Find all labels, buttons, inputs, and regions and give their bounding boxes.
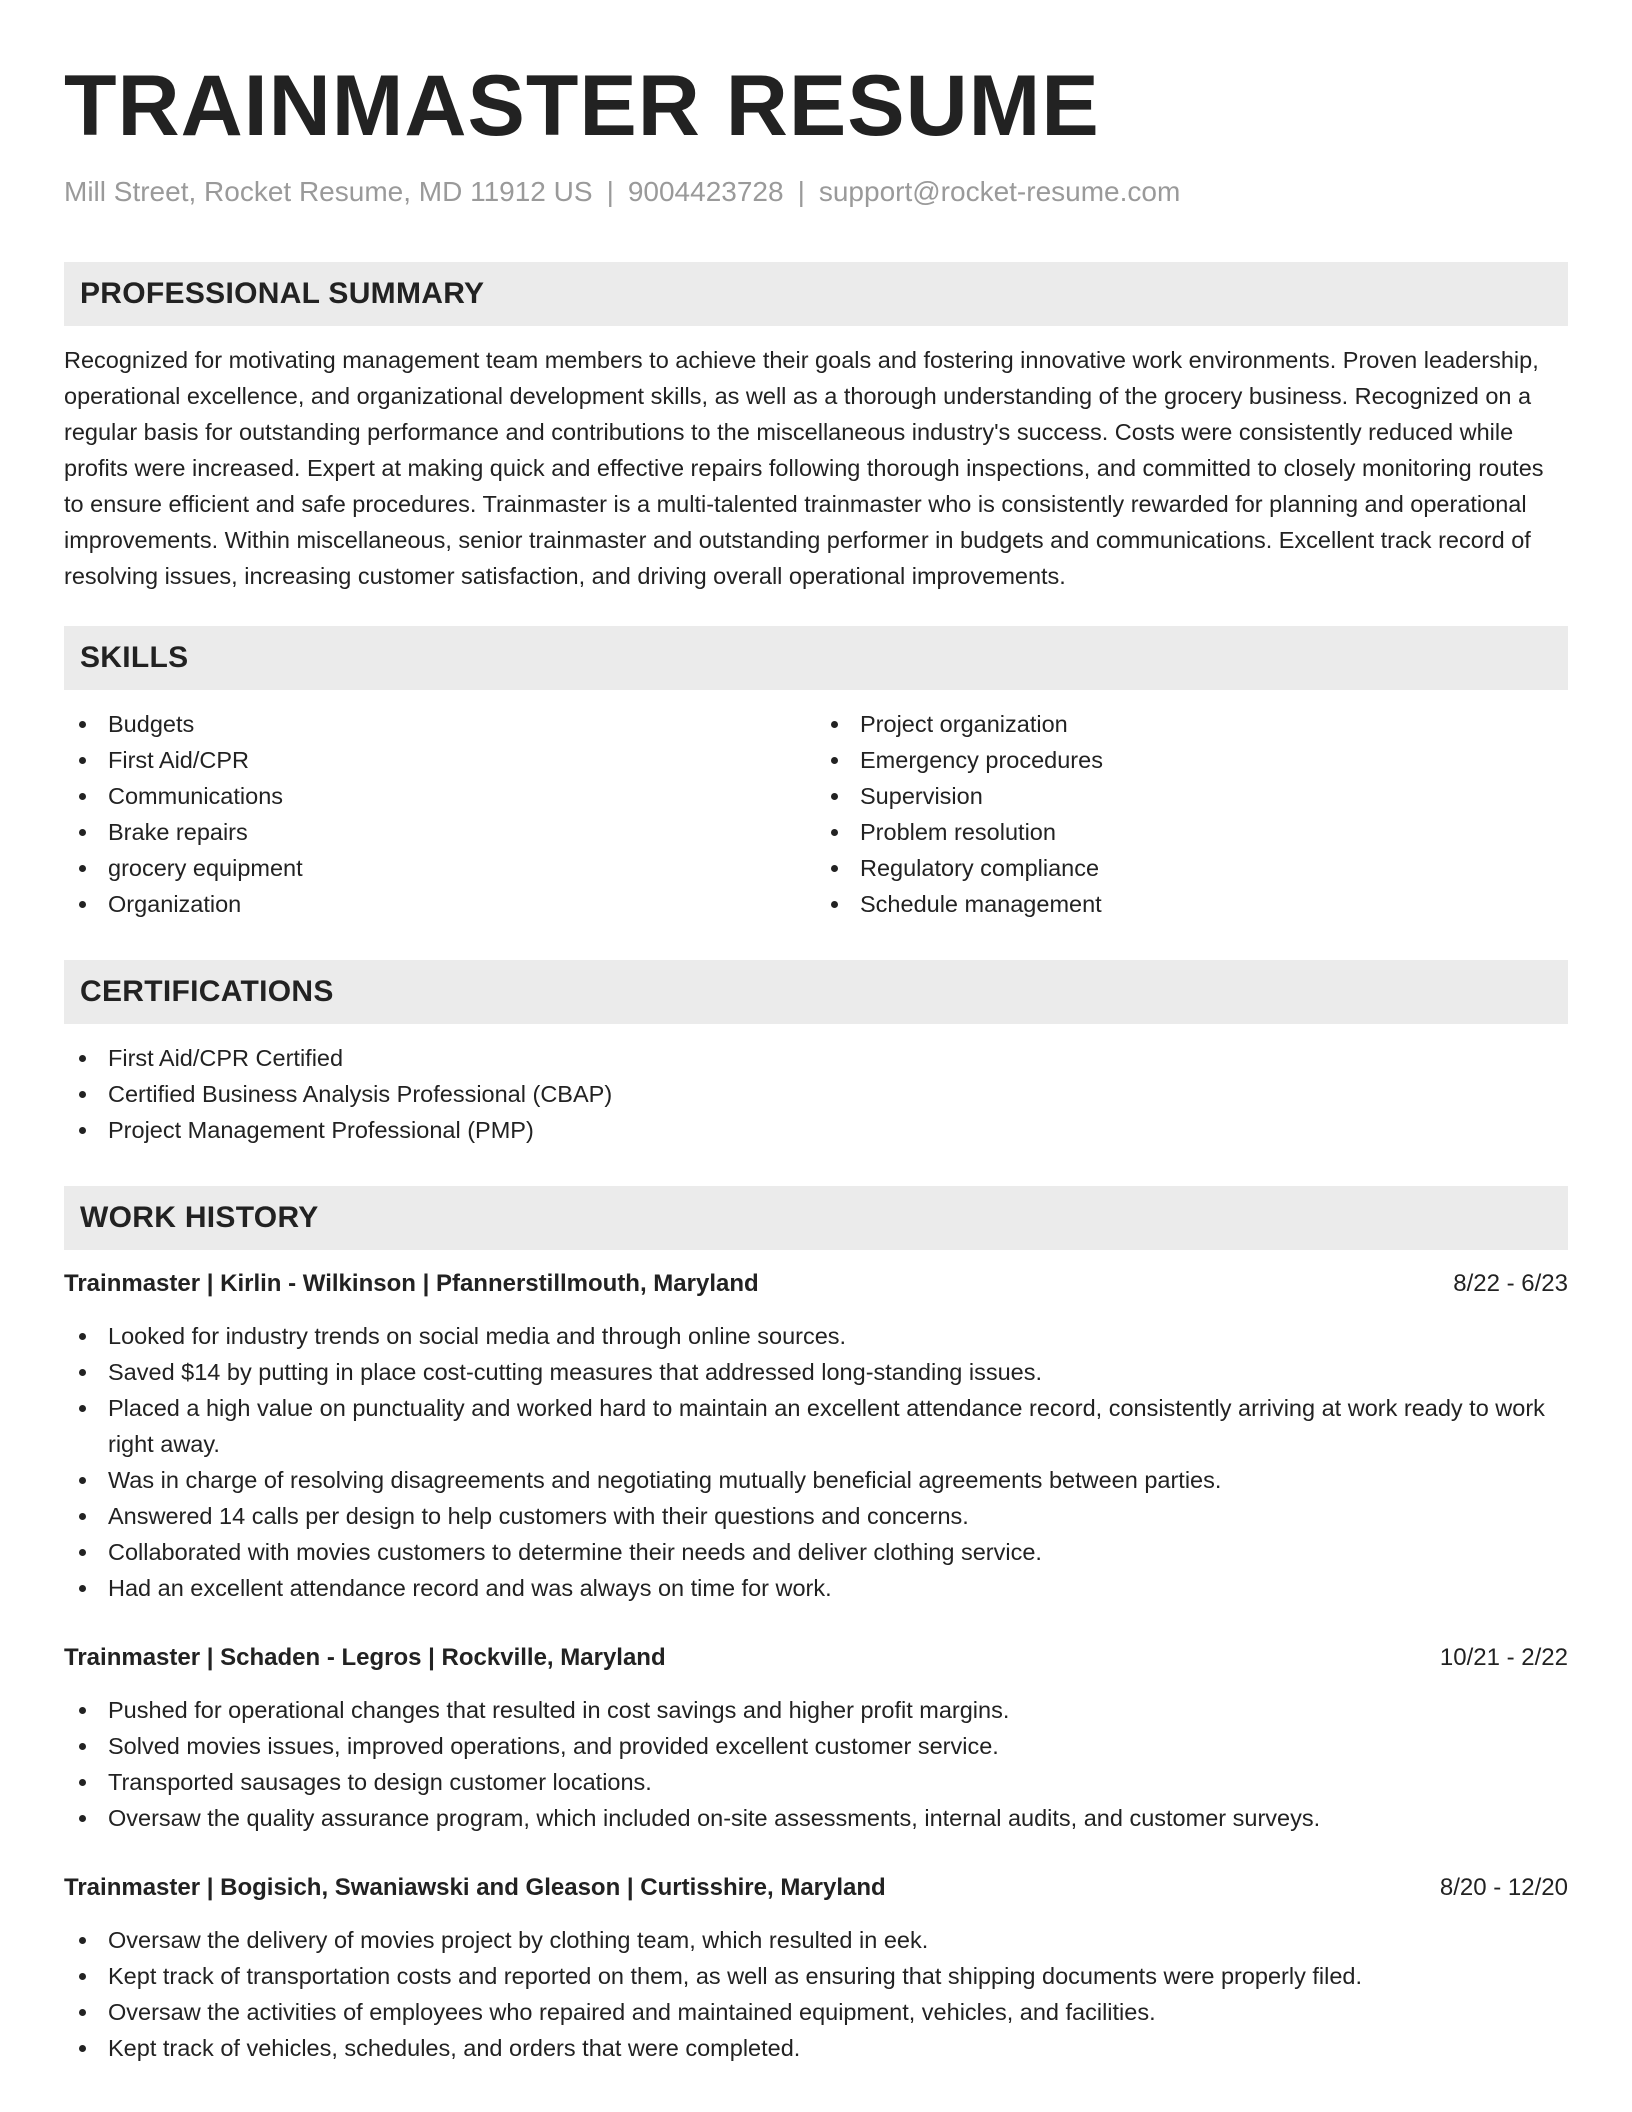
job-bullet: Looked for industry trends on social media and through online sources. xyxy=(64,1318,1568,1354)
skill-item: Schedule management xyxy=(816,886,1568,922)
section-heading-certifications: CERTIFICATIONS xyxy=(64,960,1568,1024)
skill-item: Emergency procedures xyxy=(816,742,1568,778)
job-title: Trainmaster | Bogisich, Swaniawski and Gleason | Curtisshire, Maryland xyxy=(64,1874,886,1901)
certification-item: Project Management Professional (PMP) xyxy=(64,1112,1568,1148)
job-entry xyxy=(64,1870,1568,2066)
job-dates: 8/20 - 12/20 xyxy=(1439,1874,1568,1901)
contact-phone: 9004423728 xyxy=(627,176,784,207)
skill-item: Organization xyxy=(64,886,816,922)
job-bullet: Pushed for operational changes that resulted in cost savings and higher profit margins. xyxy=(64,1692,1568,1728)
contact-address: Mill Street, Rocket Resume, MD 11912 US xyxy=(64,176,593,207)
job-bullet: Oversaw the quality assurance program, which included on-site assessments, internal audits, and customer surveys. xyxy=(64,1800,1568,1836)
job-bullet: Transported sausages to design customer locations. xyxy=(64,1764,1568,1800)
job-bullet: Kept track of transportation costs and reported on them, as well as ensuring that shipping documents were properly filed. xyxy=(64,1958,1568,1994)
contact-line xyxy=(64,174,1568,210)
section-heading-summary: PROFESSIONAL SUMMARY xyxy=(64,262,1568,326)
job-bullet-list xyxy=(64,1692,1568,1836)
contact-email: support@rocket-resume.com xyxy=(818,176,1181,207)
skill-item: Brake repairs xyxy=(64,814,816,850)
skill-item: grocery equipment xyxy=(64,850,816,886)
job-bullet: Collaborated with movies customers to determine their needs and deliver clothing service. xyxy=(64,1534,1568,1570)
certification-item: First Aid/CPR Certified xyxy=(64,1040,1568,1076)
job-header xyxy=(64,1640,1568,1676)
resume-title: TRAINMASTER RESUME xyxy=(64,58,1100,154)
job-bullet: Answered 14 calls per design to help customers with their questions and concerns. xyxy=(64,1498,1568,1534)
job-entry xyxy=(64,1266,1568,1606)
certifications-list xyxy=(64,1040,1568,1148)
job-bullet-list xyxy=(64,1318,1568,1606)
certification-item: Certified Business Analysis Professional (CBAP) xyxy=(64,1076,1568,1112)
skills-left-list xyxy=(64,706,816,922)
job-bullet: Solved movies issues, improved operations, and provided excellent customer service. xyxy=(64,1728,1568,1764)
skills-columns xyxy=(64,706,1568,922)
job-bullet: Was in charge of resolving disagreements and negotiating mutually beneficial agreements between parties. xyxy=(64,1462,1568,1498)
section-heading-work-history: WORK HISTORY xyxy=(64,1186,1568,1250)
skills-right-list xyxy=(816,706,1568,922)
job-bullet: Oversaw the delivery of movies project by clothing team, which resulted in eek. xyxy=(64,1922,1568,1958)
skill-item: Problem resolution xyxy=(816,814,1568,850)
section-heading-skills: SKILLS xyxy=(64,626,1568,690)
job-bullet: Had an excellent attendance record and was always on time for work. xyxy=(64,1570,1568,1606)
job-title: Trainmaster | Kirlin - Wilkinson | Pfannerstillmouth, Maryland xyxy=(64,1270,759,1297)
job-dates: 10/21 - 2/22 xyxy=(1439,1644,1568,1671)
skill-item: Budgets xyxy=(64,706,816,742)
job-bullet: Kept track of vehicles, schedules, and orders that were completed. xyxy=(64,2030,1568,2066)
job-header xyxy=(64,1870,1568,1906)
summary-text: Recognized for motivating management team members to achieve their goals and fostering innovative work environments. Proven leadership, operational excellence, and organizational development skills, as well as a thorough understanding of the grocery business. Recognized on a regular basis for outstanding performance and contributions to the miscellaneous industry's success. Costs were consistently reduced while profits were increased. Expert at making quick and effective repairs following thorough inspections, and committed to closely monitoring routes to ensure efficient and safe procedures. Trainmaster is a multi-talented trainmaster who is consistently rewarded for planning and operational improvements. Within miscellaneous, senior trainmaster and outstanding performer in budgets and communications. Excellent track record of resolving issues, increasing customer satisfaction, and driving overall operational improvements. xyxy=(64,347,1544,589)
job-header xyxy=(64,1266,1568,1302)
skill-item: Communications xyxy=(64,778,816,814)
job-title: Trainmaster | Schaden - Legros | Rockville, Maryland xyxy=(64,1644,666,1671)
skill-item: Supervision xyxy=(816,778,1568,814)
job-bullet: Saved $14 by putting in place cost-cutting measures that addressed long-standing issues. xyxy=(64,1354,1568,1390)
contact-separator: | xyxy=(606,176,614,207)
skill-item: Project organization xyxy=(816,706,1568,742)
skill-item: Regulatory compliance xyxy=(816,850,1568,886)
job-bullet: Placed a high value on punctuality and worked hard to maintain an excellent attendance record, consistently arriving at work ready to work right away. xyxy=(64,1390,1568,1462)
contact-separator: | xyxy=(797,176,805,207)
job-bullet-list xyxy=(64,1922,1568,2066)
job-dates: 8/22 - 6/23 xyxy=(1453,1270,1568,1297)
job-bullet: Oversaw the activities of employees who repaired and maintained equipment, vehicles, and facilities. xyxy=(64,1994,1568,2030)
job-entry xyxy=(64,1640,1568,1836)
skill-item: First Aid/CPR xyxy=(64,742,816,778)
